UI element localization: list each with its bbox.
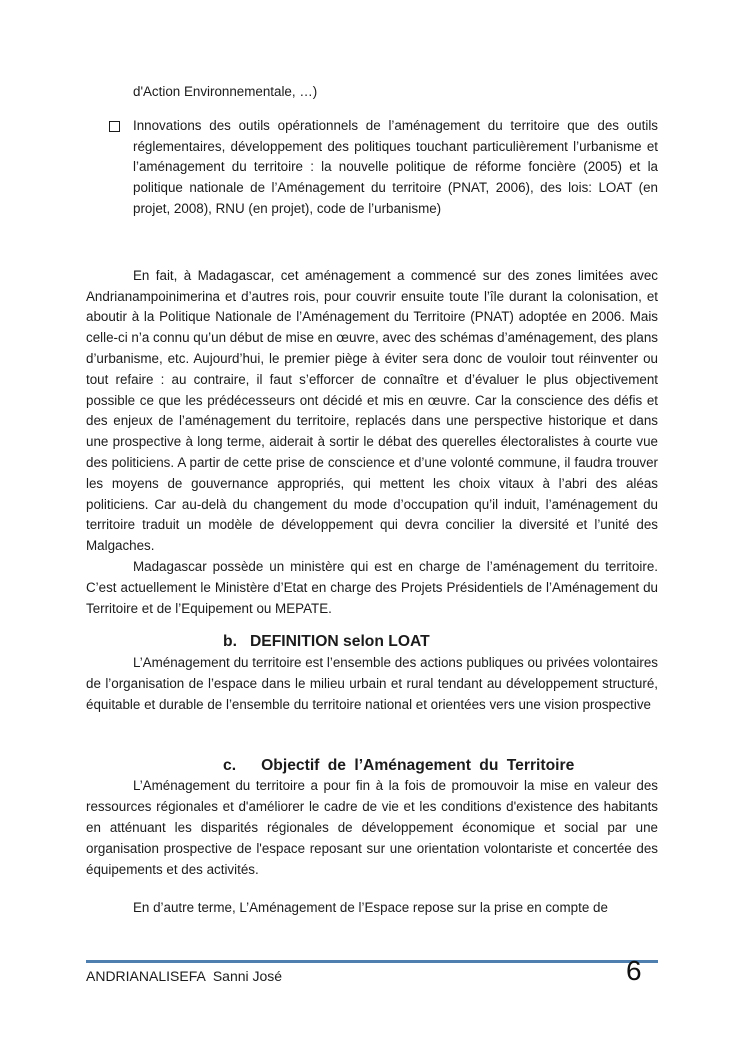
paragraph-definition: L’Aménagement du territoire est l’ensemble des actions publiques ou privées volontaires de l’organisation de l’espace dans le milieu urbain et rural tendant au développement structuré, équitable et durable de l’ensemble du territoire national et orientées vers une vision prospective bbox=[86, 655, 658, 712]
page-number: 6 bbox=[626, 955, 642, 986]
section-heading-objectif: c. Objectif de l’Aménagement du Territoire bbox=[223, 756, 575, 774]
closing-line: En d’autre terme, L’Aménagement de l’Espace repose sur la prise en compte de bbox=[133, 900, 608, 916]
bullet-item-text: Innovations des outils opérationnels de l’aménagement du territoire que des outils réglementaires, développement des politiques touchant particulièrement l’urbanisme et l’aménagement du territoire : la nouvelle politique de réforme foncière (2005) et la politique nationale de l’Aménagement du territoire (PNAT, 2006), des lois: LOAT (en projet, 2008), RNU (en projet), code de l’urbanisme) bbox=[133, 117, 658, 216]
footer-author: ANDRIANALISEFA Sanni José bbox=[86, 968, 283, 984]
paragraph-objectif: L’Aménagement du territoire a pour fin à la fois de promouvoir la mise en valeur des ressources régionales et d'améliorer le cadre de vie et les conditions d'existence des habitants en atténuant les disparités régionales de développement économique et social par une organisation prospective de l'espace reposant sur une orientation volontariste et concertée des équipements et des activités. bbox=[86, 778, 658, 877]
paragraph-history: En fait, à Madagascar, cet aménagement a commencé sur des zones limitées avec Andrianampoinimerina et d’autres rois, pour couvrir ensuite toute l’île durant la colonisation, et aboutir à la Politique Nationale de l’Aménagement du Territoire (PNAT) adoptée en 2006. Mais celle-ci n’a connu qu’un début de mise en œuvre, avec des schémas d’aménagement, des plans d’urbanisme, etc. Aujourd’hui, le premier piège à éviter sera donc de vouloir tout réinventer ou tout refaire : au contraire, il faut s’efforcer de connaître et d’évaluer le plus objectivement possible ce que les prédécesseurs ont décidé et mis en œuvre. Car la conscience des défis et des enjeux de l’aménagement du territoire, replacés dans une perspective historique et dans une prospective à long terme, aiderait à sortir le débat des querelles électoralistes à courte vue des politiciens. A partir de cette prise de conscience et d’une volonté commune, il faudra trouver les moyens de gouvernance appropriés, qui mettent les choix vitaux à l’abri des aléas politiciens. Car au-delà du changement du mode d’occupation qu’il induit, l’aménagement du territoire traduit un modèle de développement qui devra concilier la diversité et l’unité des Malgaches. bbox=[86, 267, 658, 554]
bullet-list-item bbox=[86, 116, 658, 220]
page-body bbox=[86, 82, 658, 919]
paragraph-ministry: Madagascar possède un ministère qui est en charge de l’aménagement du territoire. C’est actuellement le Ministère d’Etat en charge des Projets Présidentiels de l’Aménagement du Territoire et de l’Equipement ou MEPATE. bbox=[86, 558, 658, 616]
continuation-line: d'Action Environnementale, …) bbox=[133, 84, 318, 99]
checkbox-bullet-icon bbox=[109, 121, 120, 132]
footer-rule bbox=[86, 960, 658, 963]
section-heading-definition: b. DEFINITION selon LOAT bbox=[223, 633, 430, 651]
